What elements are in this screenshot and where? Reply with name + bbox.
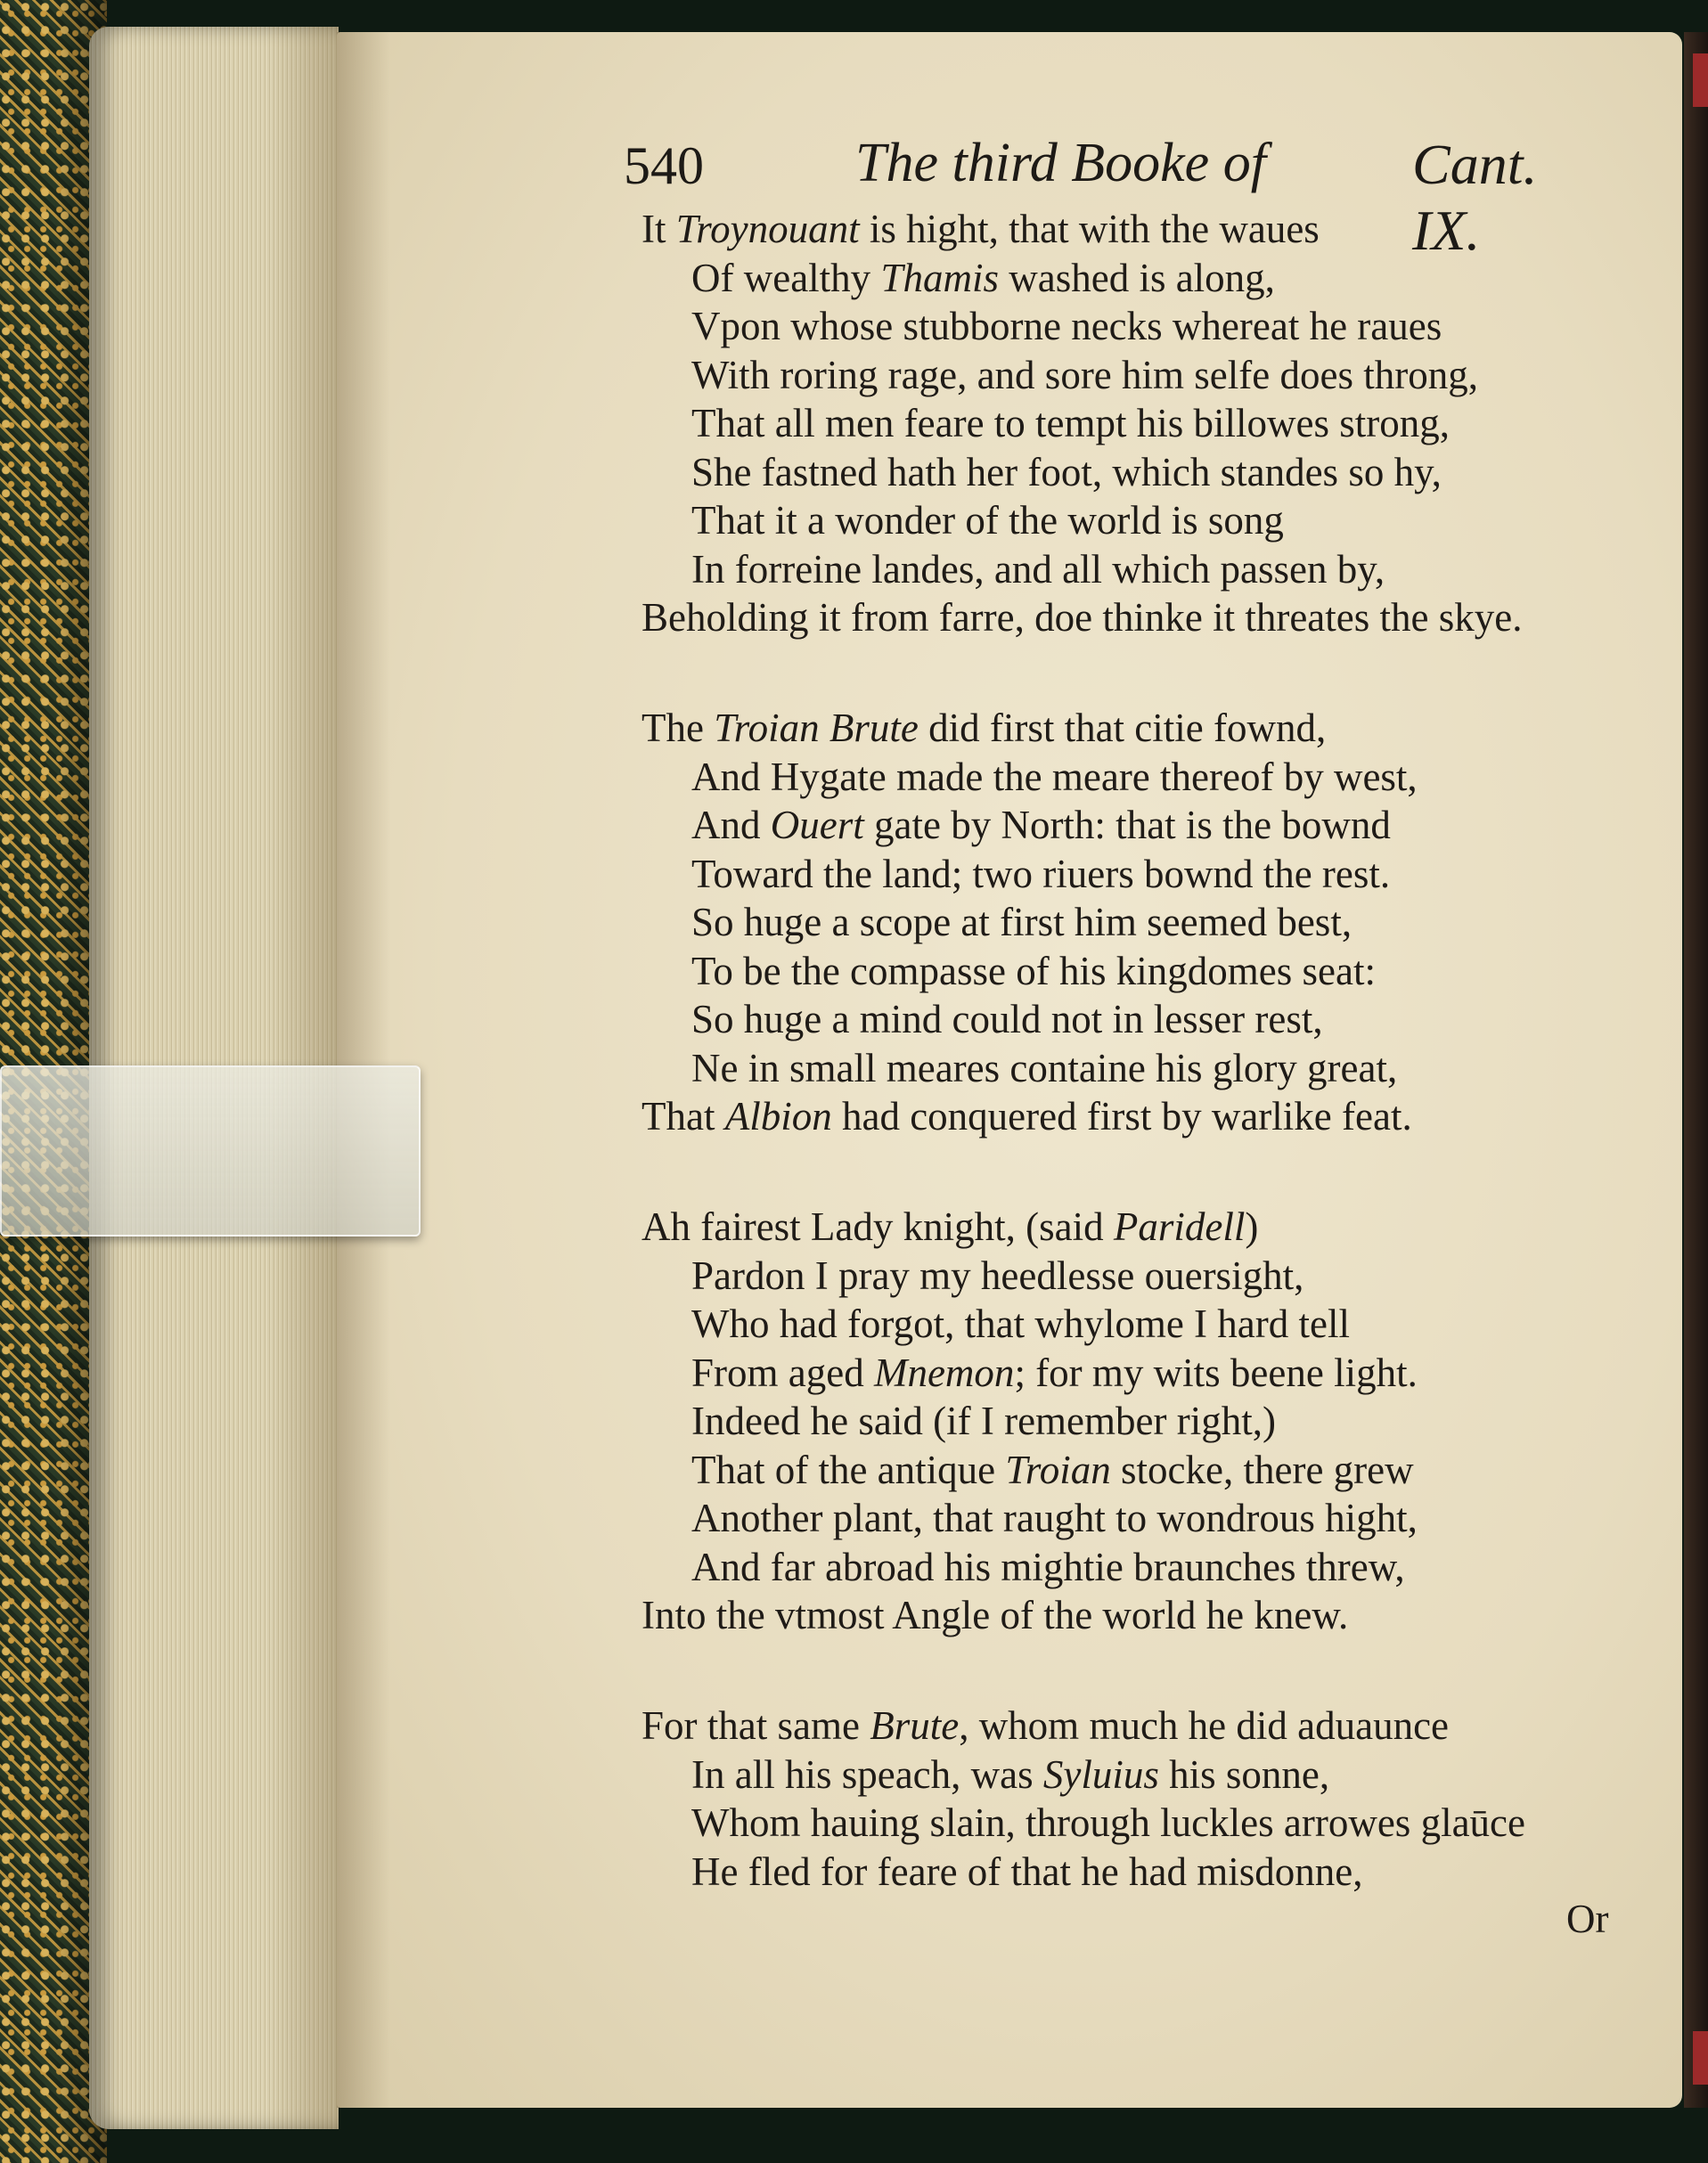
- verse-text: is hight, that with the waues: [859, 207, 1320, 251]
- page-weight[interactable]: [0, 1065, 421, 1237]
- verse-line: [642, 1799, 1648, 1848]
- verse-line: [642, 1397, 1648, 1446]
- verse-text: had conquered first by warlike feat.: [831, 1094, 1412, 1139]
- verse-line: [642, 1702, 1648, 1751]
- verse-line: [642, 947, 1648, 996]
- verse-line: [642, 1092, 1648, 1141]
- verse-line: [642, 898, 1648, 947]
- verse-text: Indeed he said (if I remember right,): [691, 1399, 1276, 1443]
- verse-line: [642, 1252, 1648, 1301]
- verse-line: [642, 1543, 1648, 1592]
- italic-name: Brute: [870, 1703, 960, 1748]
- verse-text: Pardon I pray my heedlesse ouersight,: [691, 1253, 1304, 1298]
- verse-text: Ne in small meares containe his glory great,: [691, 1045, 1398, 1090]
- italic-name: Albion: [724, 1094, 832, 1139]
- verse-text: Into the vtmost Angle of the world he knew.: [642, 1593, 1349, 1637]
- verse-line: [642, 496, 1648, 545]
- italic-name: Syluius: [1042, 1751, 1159, 1797]
- verse-text: That of the antique: [691, 1447, 1006, 1492]
- verse-line: [642, 753, 1648, 802]
- stanza: [642, 1203, 1648, 1640]
- verse-text: She fastned hath her foot, which standes so hy,: [691, 449, 1442, 494]
- verse-line: [642, 1349, 1648, 1398]
- italic-name: Troian: [1005, 1447, 1111, 1492]
- verse-text: Vpon whose stubborne necks whereat he raues: [691, 304, 1442, 348]
- verse-text: ; for my wits beene light.: [1014, 1350, 1418, 1395]
- verse-text: his sonne,: [1158, 1751, 1330, 1797]
- italic-name: Troynouant: [675, 207, 860, 251]
- verse-text: In all his speach, was: [691, 1751, 1043, 1797]
- verse-text: That it a wonder of the world is song: [691, 498, 1284, 543]
- verse-line: [642, 801, 1648, 850]
- verse-text: Ah fairest Lady knight, (said: [642, 1204, 1114, 1249]
- verse-text: The: [642, 706, 715, 750]
- verse-text: washed is along,: [998, 255, 1275, 300]
- verse-text: For that same: [642, 1703, 870, 1748]
- verse-text: From aged: [691, 1350, 874, 1395]
- verse-text: gate by North: that is the bownd: [863, 803, 1391, 847]
- page-fore-edge: [1684, 32, 1708, 2108]
- stanza: [642, 1702, 1648, 1896]
- running-title: The third Booke of: [855, 133, 1266, 193]
- verse-text: Whom hauing slain, through luckles arrowes glaūce: [691, 1800, 1525, 1845]
- verse-text: That: [642, 1094, 725, 1139]
- verse-text: With roring rage, and sore him selfe does throng,: [691, 352, 1478, 397]
- italic-name: Thamis: [880, 255, 999, 300]
- verse-text: So huge a scope at first him seemed best,: [691, 900, 1353, 944]
- verse-text: Toward the land; two riuers bownd the rest.: [691, 851, 1391, 896]
- catchword: Or: [1566, 1897, 1609, 1941]
- stanza: [642, 205, 1648, 642]
- verse-line: [642, 351, 1648, 400]
- verse-line: [642, 254, 1648, 303]
- verse-text: Of wealthy: [691, 255, 881, 300]
- red-binding-strip-bottom: [1693, 2031, 1708, 2085]
- italic-name: Ouert: [770, 803, 864, 847]
- verse-line: [642, 1494, 1648, 1543]
- verse-text: Beholding it from farre, doe thinke it threates the skye.: [642, 595, 1523, 640]
- verse-line: [642, 1300, 1648, 1349]
- verse-line: [642, 1751, 1648, 1800]
- verse-line: [642, 1044, 1648, 1093]
- verse-text: And: [691, 803, 771, 847]
- verse-text: did first that citie fownd,: [918, 706, 1327, 750]
- verse-text: ): [1245, 1204, 1259, 1249]
- italic-name: Paridell: [1113, 1204, 1246, 1249]
- italic-name: Troian Brute: [714, 706, 919, 750]
- italic-name: Mnemon: [873, 1350, 1015, 1395]
- verse-line: [642, 1848, 1648, 1897]
- verse-line: [642, 995, 1648, 1044]
- verse-text: To be the compasse of his kingdomes seat:: [691, 948, 1376, 993]
- verse-line: [642, 302, 1648, 351]
- verse-text: And Hygate made the meare thereof by west,: [691, 754, 1418, 799]
- verse-text: He fled for feare of that he had misdonne,: [691, 1849, 1363, 1894]
- stanza: [642, 704, 1648, 1141]
- verse-text: That all men feare to tempt his billowes strong,: [691, 401, 1451, 445]
- verse-text: It: [642, 207, 676, 251]
- verse-text: So huge a mind could not in lesser rest,: [691, 997, 1323, 1041]
- verse-text: stocke, there grew: [1110, 1447, 1414, 1492]
- verse-line: [642, 399, 1648, 448]
- verse-text: In forreine landes, and all which passen by,: [691, 546, 1385, 592]
- canto-label: Cant. IX.: [1412, 133, 1538, 262]
- page-number: 540: [624, 136, 704, 195]
- verse-line: [642, 545, 1648, 594]
- verse-line: [642, 1446, 1648, 1495]
- verse-text: Who had forgot, that whylome I hard tell: [691, 1302, 1350, 1346]
- verse-text: , whom much he did aduaunce: [959, 1703, 1450, 1748]
- verse-line: [642, 448, 1648, 497]
- verse-line: [642, 1203, 1648, 1252]
- verse-text: And far abroad his mightie braunches threw,: [691, 1544, 1405, 1589]
- verse-line: [642, 1591, 1648, 1640]
- verse-line: [642, 205, 1648, 254]
- verse-text: Another plant, that raught to wondrous hight,: [691, 1496, 1418, 1540]
- red-binding-strip: [1693, 53, 1708, 107]
- verse-line: [642, 593, 1648, 642]
- verse-line: [642, 850, 1648, 899]
- verse-line: [642, 704, 1648, 753]
